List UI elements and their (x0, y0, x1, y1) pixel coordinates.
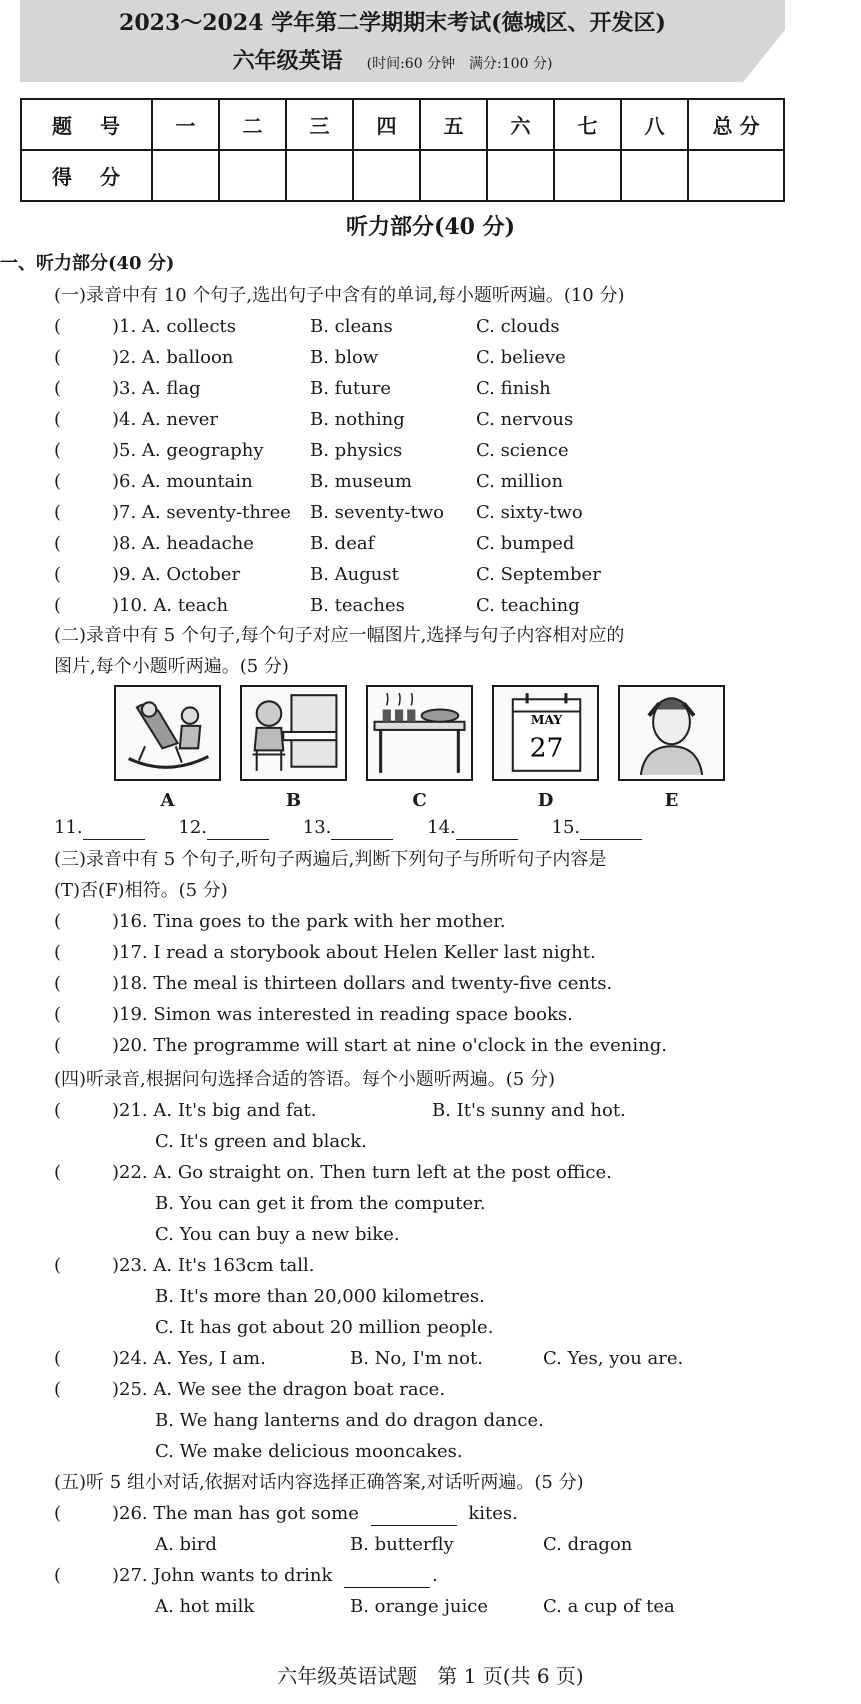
part1-heading: 一、听力部分(40 分) (0, 253, 175, 274)
q27-option-a: A. hot milk (155, 1596, 255, 1617)
q4-paren: ( (54, 409, 62, 430)
q27-stem (112, 1564, 438, 1588)
col-5: 五 (420, 99, 487, 150)
sub1-heading: (一)录音中有 10 个句子,选出句子中含有的单词,每小题听两遍。(10 分) (54, 285, 625, 306)
q6-option-a: )6. A. mountain (112, 471, 253, 492)
score-table (20, 98, 785, 202)
picture-label-d: D (537, 790, 554, 811)
picture-e (618, 685, 725, 781)
q17-paren: ( (54, 942, 62, 963)
q19-paren: ( (54, 1004, 62, 1025)
answer-15-label: 15. (551, 817, 581, 838)
q26-option-a: A. bird (155, 1534, 217, 1555)
picture-b (240, 685, 347, 781)
picture-a (114, 685, 221, 781)
q20-statement: )20. The programme will start at nine o'clock in the evening. (112, 1035, 667, 1056)
answer-row (54, 816, 642, 840)
col-4: 四 (353, 99, 420, 150)
row-label-score: 得分 (21, 150, 152, 201)
subject-title: 六年级英语 (232, 48, 343, 74)
calendar-icon (494, 687, 597, 779)
q27-option-b: B. orange juice (350, 1596, 488, 1617)
q10-option-a: )10. A. teach (112, 595, 229, 616)
q1-option-a: )1. A. collects (112, 316, 236, 337)
q26-stem (112, 1502, 518, 1526)
q9-option-c: C. September (476, 564, 601, 585)
exam-subtitle (20, 44, 765, 75)
q25-paren: ( (54, 1379, 62, 1400)
answer-11-label: 11. (54, 817, 83, 838)
score-header-row (21, 99, 784, 150)
q2-option-a: )2. A. balloon (112, 347, 234, 368)
q6-option-c: C. million (476, 471, 564, 492)
q22-option-b: B. You can get it from the computer. (155, 1193, 486, 1214)
q16-paren: ( (54, 911, 62, 932)
score-cell[interactable] (353, 150, 420, 201)
col-2: 二 (219, 99, 286, 150)
q27-stem-text: )27. John wants to drink (112, 1565, 333, 1586)
q10-option-c: C. teaching (476, 595, 580, 616)
answer-14-blank[interactable] (456, 839, 518, 840)
q24-option-b: B. No, I'm not. (350, 1348, 483, 1369)
sub3-heading-2: (T)否(F)相符。(5 分) (54, 880, 228, 901)
picture-label-c: C (412, 790, 427, 811)
q27-paren: ( (54, 1565, 62, 1586)
q2-paren: ( (54, 347, 62, 368)
q20-paren: ( (54, 1035, 62, 1056)
answer-11-blank[interactable] (83, 839, 145, 840)
q26-option-c: C. dragon (543, 1534, 633, 1555)
q22-option-a: )22. A. Go straight on. Then turn left at the post office. (112, 1162, 612, 1183)
q23-paren: ( (54, 1255, 62, 1276)
q27-option-c: C. a cup of tea (543, 1596, 675, 1617)
sub2-heading-2: 图片,每个小题听两遍。(5 分) (54, 656, 289, 677)
q19-statement: )19. Simon was interested in reading space books. (112, 1004, 573, 1025)
answer-12-label: 12. (178, 817, 208, 838)
q18-paren: ( (54, 973, 62, 994)
q8-option-a: )8. A. headache (112, 533, 254, 554)
col-8: 八 (621, 99, 688, 150)
q23-option-a: )23. A. It's 163cm tall. (112, 1255, 315, 1276)
q24-option-a: )24. A. Yes, I am. (112, 1348, 266, 1369)
q21-option-c: C. It's green and black. (155, 1131, 367, 1152)
q1-paren: ( (54, 316, 62, 337)
q21-option-a: )21. A. It's big and fat. (112, 1100, 317, 1121)
piano-girl-icon (242, 687, 345, 779)
q9-paren: ( (54, 564, 62, 585)
score-cell[interactable] (554, 150, 621, 201)
section-title: 听力部分(40 分) (345, 214, 516, 240)
q24-option-c: C. Yes, you are. (543, 1348, 684, 1369)
exam-title: 2023～2024 学年第二学期期末考试(德城区、开发区) (119, 10, 666, 36)
q25-option-a: )25. A. We see the dragon boat race. (112, 1379, 446, 1400)
calendar-day: 27 (529, 732, 564, 764)
q8-option-b: B. deaf (310, 533, 375, 554)
sub2-heading-1: (二)录音中有 5 个句子,每个句子对应一幅图片,选择与句子内容相对应的 (54, 625, 625, 646)
answer-12-blank[interactable] (207, 839, 269, 840)
score-cell[interactable] (219, 150, 286, 201)
picture-c (366, 685, 473, 781)
q6-option-b: B. museum (310, 471, 412, 492)
q25-option-b: B. We hang lanterns and do dragon dance. (155, 1410, 544, 1431)
col-1: 一 (152, 99, 219, 150)
answer-15-blank[interactable] (580, 839, 642, 840)
score-cell[interactable] (420, 150, 487, 201)
q26-stem-text: )26. The man has got some (112, 1503, 359, 1524)
headache-man-icon (620, 687, 723, 779)
answer-13-blank[interactable] (331, 839, 393, 840)
table-food-icon (368, 687, 471, 779)
q3-paren: ( (54, 378, 62, 399)
q5-paren: ( (54, 440, 62, 461)
q27-tail: . (432, 1565, 438, 1586)
q25-option-c: C. We make delicious mooncakes. (155, 1441, 463, 1462)
q10-paren: ( (54, 595, 62, 616)
q26-paren: ( (54, 1503, 62, 1524)
q7-option-c: C. sixty-two (476, 502, 583, 523)
q26-option-b: B. butterfly (350, 1534, 454, 1555)
q5-option-a: )5. A. geography (112, 440, 264, 461)
q4-option-c: C. nervous (476, 409, 574, 430)
score-cell[interactable] (621, 150, 688, 201)
col-6: 六 (487, 99, 554, 150)
score-cell[interactable] (688, 150, 784, 201)
q16-statement: )16. Tina goes to the park with her mother. (112, 911, 506, 932)
q7-option-b: B. seventy-two (310, 502, 444, 523)
picture-d (492, 685, 599, 781)
q27-blank[interactable] (344, 1587, 430, 1588)
q22-paren: ( (54, 1162, 62, 1183)
score-cell[interactable] (152, 150, 219, 201)
exam-meta: (时间:60 分钟 满分:100 分) (366, 56, 553, 72)
q4-option-a: )4. A. never (112, 409, 219, 430)
q10-option-b: B. teaches (310, 595, 405, 616)
sub5-heading: (五)听 5 组小对话,依据对话内容选择正确答案,对话听两遍。(5 分) (54, 1472, 584, 1493)
q9-option-a: )9. A. October (112, 564, 241, 585)
col-7: 七 (554, 99, 621, 150)
picture-label-b: B (285, 790, 302, 811)
calendar-month: MAY (530, 711, 563, 727)
score-value-row (21, 150, 784, 201)
q2-option-b: B. blow (310, 347, 379, 368)
q21-option-b: B. It's sunny and hot. (432, 1100, 626, 1121)
q5-option-b: B. physics (310, 440, 403, 461)
page-footer: 六年级英语试题 第 1 页(共 6 页) (277, 1664, 584, 1688)
sub3-heading-1: (三)录音中有 5 个句子,听句子两遍后,判断下列句子与所听句子内容是 (54, 849, 607, 870)
q3-option-a: )3. A. flag (112, 378, 201, 399)
row-label-number: 题号 (21, 99, 152, 150)
q5-option-c: C. science (476, 440, 569, 461)
q26-tail: kites. (468, 1503, 518, 1524)
sub4-heading: (四)听录音,根据问句选择合适的答语。每个小题听两遍。(5 分) (54, 1069, 555, 1090)
q23-option-c: C. It has got about 20 million people. (155, 1317, 494, 1338)
q3-option-b: B. future (310, 378, 392, 399)
q22-option-c: C. You can buy a new bike. (155, 1224, 400, 1245)
q1-option-b: B. cleans (310, 316, 393, 337)
q24-paren: ( (54, 1348, 62, 1369)
q3-option-c: C. finish (476, 378, 551, 399)
answer-13-label: 13. (302, 817, 332, 838)
q21-paren: ( (54, 1100, 62, 1121)
col-total: 总 分 (688, 99, 784, 150)
q2-option-c: C. believe (476, 347, 566, 368)
picture-label-e: E (664, 790, 679, 811)
q8-option-c: C. bumped (476, 533, 575, 554)
answer-14-label: 14. (427, 817, 456, 838)
q23-option-b: B. It's more than 20,000 kilometres. (155, 1286, 485, 1307)
score-cell[interactable] (286, 150, 353, 201)
q8-paren: ( (54, 533, 62, 554)
q17-statement: )17. I read a storybook about Helen Keller last night. (112, 942, 596, 963)
col-3: 三 (286, 99, 353, 150)
q6-paren: ( (54, 471, 62, 492)
rocking-chair-icon (116, 687, 219, 779)
q26-blank[interactable] (371, 1525, 457, 1526)
q18-statement: )18. The meal is thirteen dollars and twenty-five cents. (112, 973, 613, 994)
picture-label-a: A (160, 790, 175, 811)
q1-option-c: C. clouds (476, 316, 560, 337)
q9-option-b: B. August (310, 564, 399, 585)
q4-option-b: B. nothing (310, 409, 405, 430)
q7-paren: ( (54, 502, 62, 523)
score-cell[interactable] (487, 150, 554, 201)
q7-option-a: )7. A. seventy-three (112, 502, 291, 523)
